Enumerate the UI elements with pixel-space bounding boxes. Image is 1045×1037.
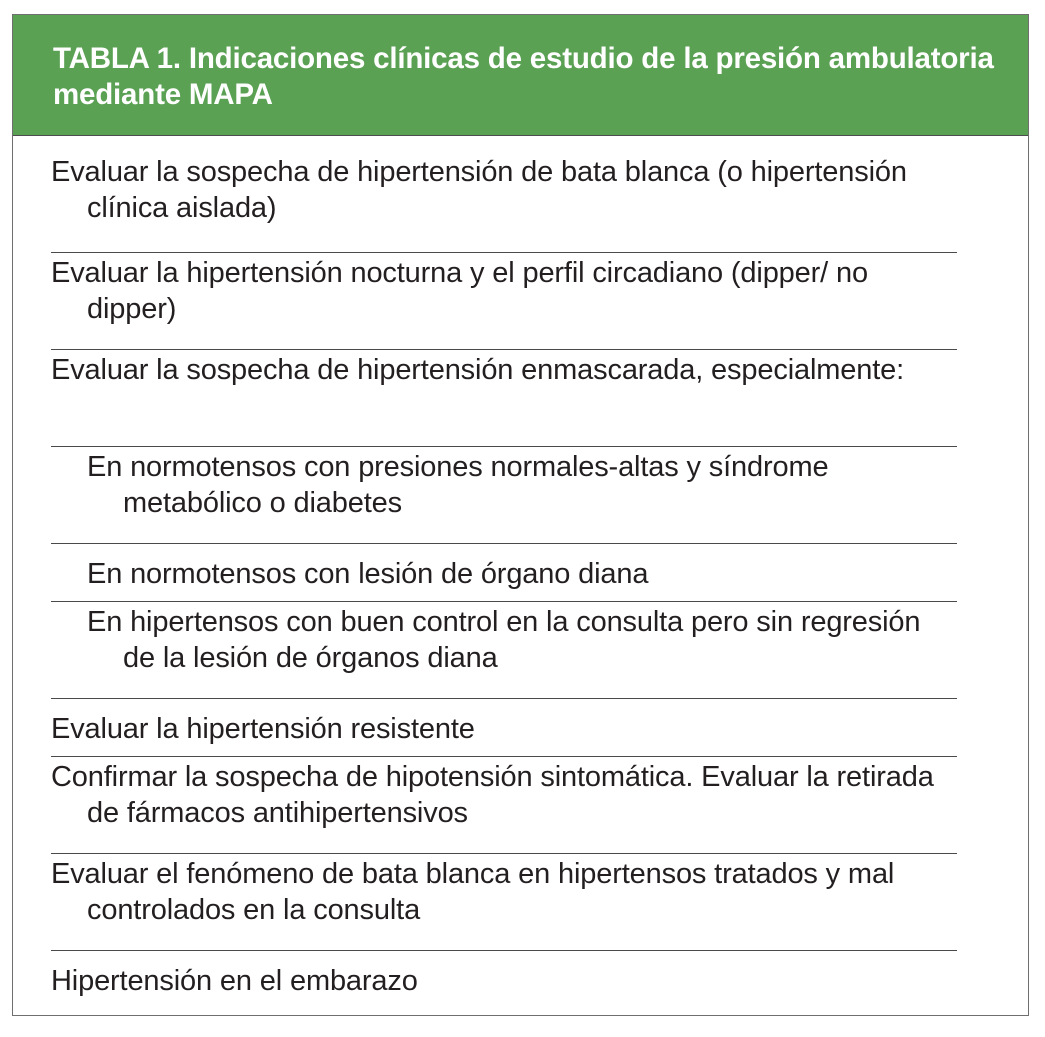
table-row: Confirmar la sospecha de hipotensión sintomática. Evaluar la retirada de fármacos antihipertensivos (51, 757, 957, 854)
indications-table (12, 14, 1029, 1016)
table-row-sub: En hipertensos con buen control en la consulta pero sin regresión de la lesión de órganos diana (51, 602, 957, 699)
table-row: Hipertensión en el embarazo (51, 965, 418, 997)
table-row: Evaluar el fenómeno de bata blanca en hipertensos tratados y mal controlados en la consulta (51, 854, 957, 951)
table-row: Evaluar la hipertensión resistente (51, 699, 957, 757)
table-row-sub: En normotensos con presiones normales-altas y síndrome metabólico o diabetes (51, 447, 957, 544)
table-row-sub: En normotensos con lesión de órgano diana (51, 544, 957, 602)
table-row: Evaluar la hipertensión nocturna y el perfil circadiano (dipper/ no dipper) (51, 253, 957, 350)
table-body (51, 154, 957, 1009)
table-title: TABLA 1. Indicaciones clínicas de estudio de la presión ambulatoria mediante MAPA (53, 42, 994, 111)
table-row: Evaluar la sospecha de hipertensión de bata blanca (o hipertensión clínica aislada) (51, 154, 957, 253)
table-header (13, 15, 1028, 136)
table-row: Evaluar la sospecha de hipertensión enmascarada, especialmente: (51, 350, 957, 447)
